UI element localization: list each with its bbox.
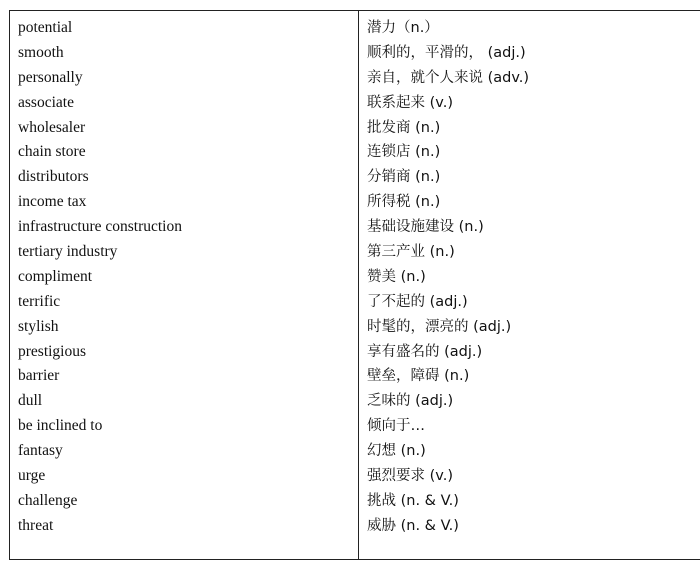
english-term: terrific: [18, 292, 61, 310]
chinese-column: [359, 11, 700, 560]
english-column: [10, 11, 359, 560]
chinese-definition: 所得税 (n.): [367, 194, 441, 211]
chinese-definition: 威胁 (n. & V.): [367, 517, 459, 534]
chinese-definition: 了不起的 (adj.): [367, 293, 468, 310]
english-term: infrastructure construction: [18, 218, 182, 236]
chinese-definition: 挑战 (n. & V.): [367, 492, 459, 509]
english-term: wholesaler: [18, 118, 86, 136]
english-term: urge: [18, 467, 46, 485]
english-term: prestigious: [18, 342, 87, 360]
chinese-definition: 时髦的，漂亮的 (adj.): [367, 318, 512, 335]
chinese-definition: 潜力（n.）: [367, 20, 439, 36]
english-term: dull: [18, 392, 43, 410]
english-term: threat: [18, 516, 54, 534]
chinese-definition: 顺利的，平滑的， (adj.): [367, 44, 526, 61]
chinese-definition: 壁垒，障碍 (n.): [367, 368, 470, 385]
chinese-definition: 联系起来 (v.): [367, 94, 453, 111]
english-term: income tax: [18, 193, 87, 211]
english-term: chain store: [18, 143, 86, 161]
chinese-definition: 幻想 (n.): [367, 443, 426, 460]
table-row: [10, 11, 700, 560]
chinese-definition: 乏味的 (adj.): [367, 393, 454, 410]
english-term: distributors: [18, 168, 89, 186]
chinese-definition: 第三产业 (n.): [367, 244, 455, 261]
english-term: compliment: [18, 267, 93, 285]
english-term: be inclined to: [18, 417, 103, 435]
english-term: tertiary industry: [18, 243, 118, 261]
english-term: smooth: [18, 43, 64, 61]
english-term: barrier: [18, 367, 60, 385]
chinese-definition: 强烈要求 (v.): [367, 468, 453, 485]
english-term: fantasy: [18, 442, 63, 460]
chinese-definition: 亲自，就个人来说 (adv.): [367, 69, 530, 86]
english-term: potential: [18, 19, 73, 36]
chinese-definition: 赞美 (n.): [367, 268, 426, 285]
chinese-definition: 分销商 (n.): [367, 169, 441, 186]
english-term: stylish: [18, 317, 59, 335]
chinese-definition: 享有盛名的 (adj.): [367, 343, 483, 360]
chinese-definition: 倾向于…: [367, 418, 425, 435]
chinese-definition: 基础设施建设 (n.): [367, 219, 484, 236]
english-term: associate: [18, 93, 74, 111]
chinese-definition: 连锁店 (n.): [367, 144, 441, 161]
english-term: challenge: [18, 491, 78, 509]
english-term: personally: [18, 68, 83, 86]
chinese-definition: 批发商 (n.): [367, 119, 441, 136]
vocabulary-table: [9, 10, 700, 560]
